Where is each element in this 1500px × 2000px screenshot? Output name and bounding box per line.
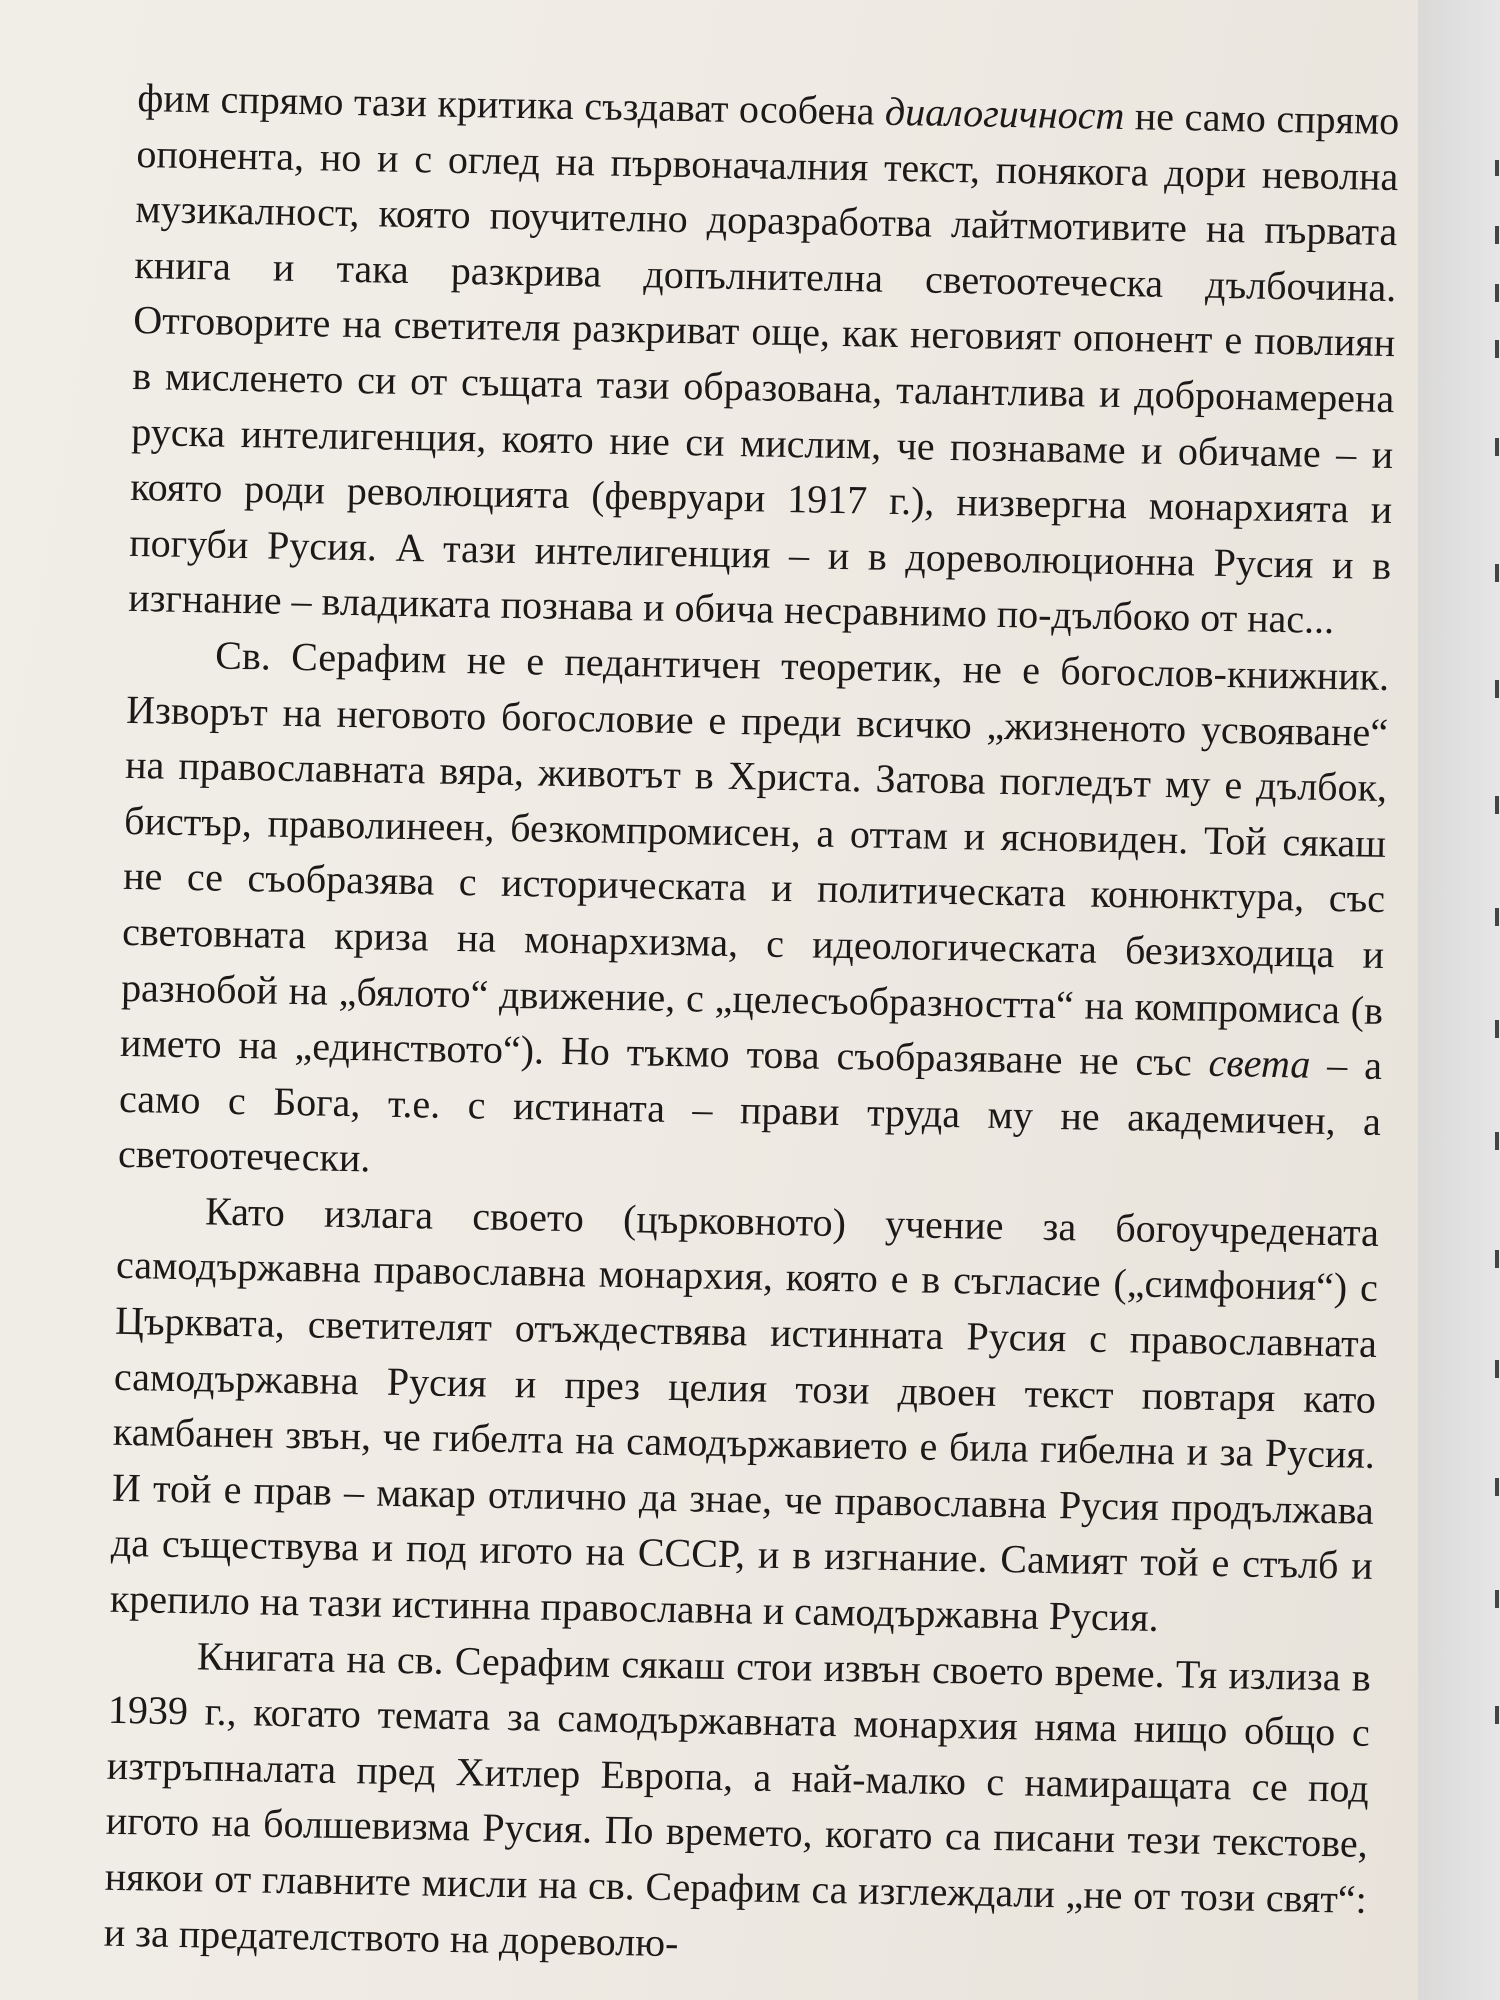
paragraph-1-italic-dialogichnost: диалогичност <box>884 88 1125 139</box>
fragment-14 <box>1495 1478 1499 1496</box>
paragraph-3-text: Като излага своето (църковното) учение за богоучредената самодържавна православна монархия, която е в съгласие („симфония“) с Църквата, светителят отъждествява истинната Русия с православната самодържавна Русия и през целия този двоен текст повтаря като камбанен звън, че гибелта на самодържавието е била гибелна и за Русия. И той е прав – макар отлично да знае, че православна Русия продължава да съществува и под игото на СССР, и в изгнание. Самият той е стълб и крепило на тази истинна православна и самодържавна Русия. <box>109 1188 1380 1640</box>
paragraph-1-text-a: фим спрямо тази критика създават особена <box>137 74 886 134</box>
fragment-11 <box>1495 1132 1499 1150</box>
page-text <box>103 70 1399 1983</box>
fragment-4 <box>1495 340 1499 358</box>
fragment-6 <box>1495 564 1499 582</box>
fragment-1 <box>1495 160 1499 176</box>
adjacent-page-text-fragments <box>1495 160 1499 1860</box>
paragraph-3 <box>109 1182 1379 1650</box>
paragraph-2-text-b: – а само с Бога, т.е. с истината – прави труда му не академичен, а светоотечески. <box>117 1041 1383 1181</box>
paragraph-1-text-b: не само спрямо опонента, но и с оглед на първоначалния текст, понякога дори неволна музикалност, която поучително доразработва лайтмотивите на първата книга и така разкрива допълнителна светоотеческа дълбочина. Отговорите на светителя разкриват още, как неговият опонент е повлиян в мисленето си от същата тази образована, талантлива и добронамерена руска интелигенция, която ние си мислим, че познаваме и обичаме – и която роди революцията (февруари 1917 г.), низвергна монархията и погуби Русия. А тази интелигенция – и в дореволюционна Русия и в изгнание – владиката познава и обича несравнимо по-дълбоко от нас... <box>127 93 1400 643</box>
fragment-10 <box>1495 1020 1499 1038</box>
fragment-5 <box>1495 438 1499 456</box>
paragraph-1 <box>128 70 1400 649</box>
paragraph-2-text-a: Св. Серафим не е педантичен теоретик, не е богослов-книжник. Изворът на неговото богословие е преди всичко „жизненото усвояване“ на православната вяра, животът в Христа. Затова погледът му е дълбок, бистър, праволинеен, безкомпромисен, а оттам и ясновиден. Той сякаш не се съобразява с историческата и политическата конюнктура, със световната криза на монархизма, с идеологическата безизходица и разнобой на „бялото“ движение, с „целесъобразността“ на компромиса (в името на „единството“). Но тъкмо това съобразяване не със <box>119 632 1390 1085</box>
fragment-8 <box>1495 796 1499 814</box>
fragment-9 <box>1495 908 1499 926</box>
fragment-3 <box>1495 284 1499 302</box>
fragment-12 <box>1495 1250 1499 1268</box>
paragraph-4-text: Книгата на св. Серафим сякаш стои извън своето време. Тя излиза в 1939 г., когато темата за самодържавната монархия няма нищо общо с изтръпналата пред Хитлер Европа, а най-малко с намиращата се под игото на болшевизма Русия. По времето, когато са писани тези текстове, някои от главните мисли на св. Серафим са изглеждали „не от този свят“: и за предателството на дореволю- <box>103 1632 1372 1965</box>
fragment-7 <box>1495 680 1499 698</box>
adjacent-page-edge <box>1418 0 1500 2000</box>
fragment-15 <box>1495 1590 1499 1608</box>
paragraph-2 <box>118 626 1390 1205</box>
fragment-2 <box>1495 226 1499 244</box>
fragment-13 <box>1495 1360 1499 1378</box>
paragraph-2-italic-sveta: света <box>1208 1039 1311 1087</box>
paragraph-4 <box>103 1626 1371 1983</box>
fragment-16 <box>1495 1706 1499 1724</box>
